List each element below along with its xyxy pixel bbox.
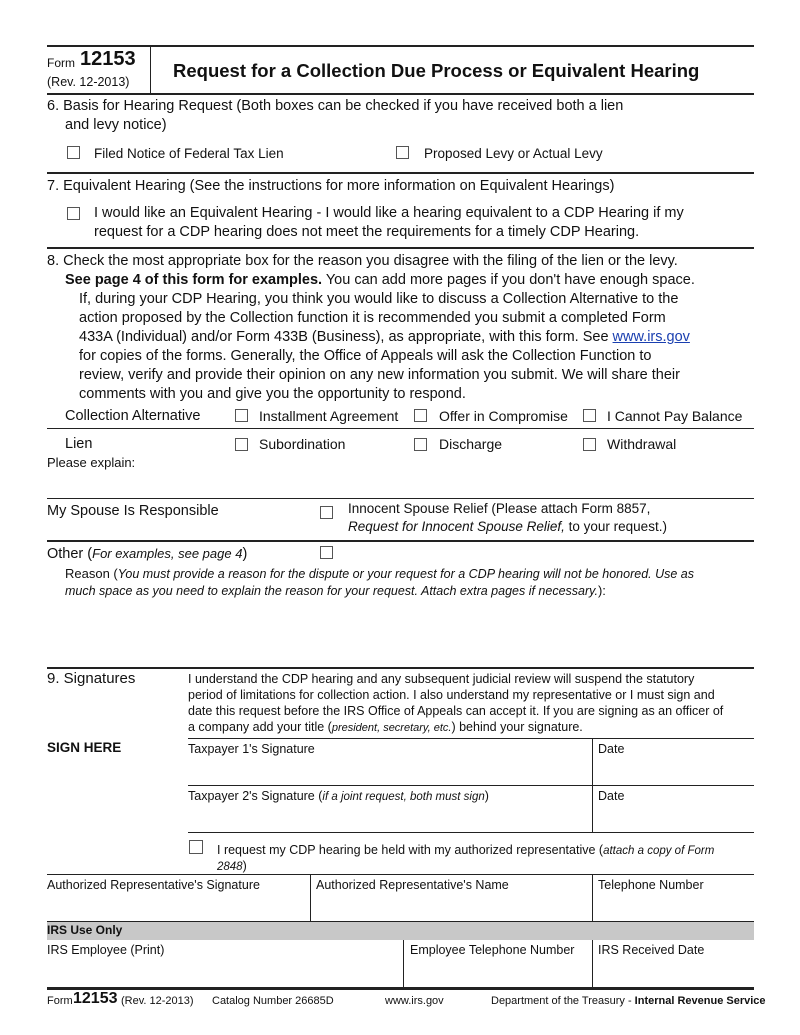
spouse-rule (47, 540, 754, 542)
footer-revision: (Rev. 12-2013) (121, 995, 194, 1007)
spouse-label: My Spouse Is Responsible (47, 503, 219, 519)
innocent-spouse-label-2: Request for Innocent Spouse Relief, to your request.) (348, 519, 667, 534)
rep-signature-field[interactable] (47, 894, 309, 920)
subordination-label: Subordination (259, 436, 346, 452)
telephone-label: Telephone Number (598, 878, 704, 892)
rep-name-field[interactable] (311, 894, 592, 920)
section8-line4: action proposed by the Collection function it is recommended you submit a completed Form (79, 310, 666, 326)
section6-heading: 6. Basis for Hearing Request (Both boxes can be checked if you have received both a lien (47, 98, 624, 114)
section6-rule (47, 172, 754, 174)
withdrawal-label: Withdrawal (607, 436, 677, 452)
innocent-spouse-label-1: Innocent Spouse Relief (Please attach Form 8857, (348, 501, 651, 516)
received-date-label: IRS Received Date (598, 943, 705, 957)
footer-catalog: Catalog Number 26685D (212, 995, 334, 1007)
irs-divider-2 (592, 940, 593, 987)
section8-line8: comments with you and give you the opportunity to respond. (79, 386, 466, 402)
employee-phone-label: Employee Telephone Number (410, 943, 575, 957)
authorized-rep-request-label: I request my CDP hearing be held with my authorized representative (attach a copy of Form (217, 843, 715, 857)
collection-alternative-rule (47, 428, 754, 429)
irs-use-heading: IRS Use Only (47, 923, 123, 937)
irs-link[interactable]: www.irs.gov (612, 329, 690, 345)
collection-alternative-label: Collection Alternative (65, 408, 201, 424)
footer-rule (47, 987, 754, 990)
other-label: Other (For examples, see page 4) (47, 546, 248, 562)
header-divider (150, 47, 151, 93)
installment-agreement-checkbox[interactable] (235, 409, 248, 422)
rep-divider-2 (592, 874, 593, 921)
authorized-rep-checkbox[interactable] (189, 840, 203, 854)
levy-notice-label: Proposed Levy or Actual Levy (424, 146, 603, 161)
top-rule (47, 45, 754, 47)
sign-here-label: SIGN HERE (47, 740, 122, 755)
section9-rule (47, 667, 754, 669)
section8-line5: 433A (Individual) and/or Form 433B (Business), as appropriate, with this form. See www.irs.gov (79, 329, 690, 345)
telephone-field[interactable] (594, 894, 754, 920)
taxpayer2-signature-label: Taxpayer 2's Signature (if a joint request, both must sign) (188, 789, 489, 803)
taxpayer1-date-label: Date (598, 742, 625, 756)
reason-instructions-2: much space as you need to explain the reason for your request. Attach extra pages if necessary.): (65, 583, 606, 598)
lien-notice-checkbox[interactable] (67, 146, 80, 159)
taxpayer1-signature-field[interactable] (188, 758, 592, 784)
statement-line4: a company add your title (president, secretary, etc.) behind your signature. (188, 720, 583, 734)
section8-line6: for copies of the forms. Generally, the Office of Appeals will ask the Collection Function to (79, 348, 652, 364)
irs-use-band (47, 921, 754, 940)
section8-line3: If, during your CDP Hearing, you think you would like to discuss a Collection Alternative to the (79, 291, 679, 307)
taxpayer1-signature-label: Taxpayer 1's Signature (188, 742, 315, 756)
lien-explanation-field[interactable] (47, 473, 754, 497)
lien-notice-label: Filed Notice of Federal Tax Lien (94, 146, 284, 161)
withdrawal-checkbox[interactable] (583, 438, 596, 451)
taxpayer2-signature-field[interactable] (188, 805, 592, 831)
form-label: Form (47, 56, 75, 70)
authorized-rep-request-label-cont: 2848) (217, 859, 247, 873)
section8-heading: 8. Check the most appropriate box for the reason you disagree with the filing of the lien or the levy. (47, 253, 678, 269)
taxpayer2-rule (188, 832, 754, 833)
header-bottom-rule (47, 93, 754, 95)
section7-heading: 7. Equivalent Hearing (See the instructions for more information on Equivalent Hearings) (47, 178, 615, 194)
section6-heading-cont: and levy notice) (65, 117, 167, 133)
lien-rule (47, 498, 754, 499)
taxpayer1-date-field[interactable] (594, 758, 754, 784)
statement-line1: I understand the CDP hearing and any subsequent judicial review will suspend the statutory (188, 672, 695, 686)
please-explain-label: Please explain: (47, 455, 136, 470)
other-checkbox[interactable] (320, 546, 333, 559)
statement-line2: period of limitations for collection action. I also understand my representative or I must sign and (188, 688, 715, 702)
levy-notice-checkbox[interactable] (396, 146, 409, 159)
offer-in-compromise-label: Offer in Compromise (439, 408, 568, 424)
form-id-block (47, 48, 150, 92)
section8-line7: review, verify and provide their opinion on any new information you submit. We will share their (79, 367, 680, 383)
form-number: 12153 (80, 48, 136, 70)
footer-department: Department of the Treasury - Internal Revenue Service (491, 995, 766, 1007)
installment-agreement-label: Installment Agreement (259, 408, 399, 424)
discharge-checkbox[interactable] (414, 438, 427, 451)
footer (47, 990, 766, 1009)
taxpayer2-date-field[interactable] (594, 805, 754, 831)
signature-top-rule (188, 738, 754, 739)
taxpayer1-rule (188, 785, 754, 786)
equivalent-hearing-label-1: I would like an Equivalent Hearing - I would like a hearing equivalent to a CDP Hearing if my (94, 205, 684, 221)
examples-note: See page 4 of this form for examples. (65, 272, 323, 288)
reason-field[interactable] (47, 602, 754, 666)
reason-instructions-1: Reason (You must provide a reason for the dispute or your request for a CDP hearing will not be honored. Use as (65, 566, 694, 581)
rep-top-rule (47, 874, 754, 875)
taxpayer2-date-label: Date (598, 789, 625, 803)
page-title: Request for a Collection Due Process or Equivalent Hearing (173, 60, 700, 81)
footer-website: www.irs.gov (385, 995, 444, 1007)
irs-employee-label: IRS Employee (Print) (47, 943, 165, 957)
discharge-label: Discharge (439, 436, 503, 452)
form-revision: (Rev. 12-2013) (47, 75, 130, 89)
equivalent-hearing-checkbox[interactable] (67, 207, 80, 220)
innocent-spouse-checkbox[interactable] (320, 506, 333, 519)
offer-in-compromise-checkbox[interactable] (414, 409, 427, 422)
lien-label: Lien (65, 436, 93, 452)
subordination-checkbox[interactable] (235, 438, 248, 451)
cannot-pay-checkbox[interactable] (583, 409, 596, 422)
footer-form-label: Form (47, 995, 73, 1007)
rep-signature-label: Authorized Representative's Signature (47, 878, 260, 892)
section9-heading: 9. Signatures (47, 670, 136, 687)
equivalent-hearing-label-2: request for a CDP hearing does not meet the requirements for a timely CDP Hearing. (94, 224, 640, 240)
section8-line2: See page 4 of this form for examples. You can add more pages if you don't have enough space. (65, 272, 695, 288)
cannot-pay-label: I Cannot Pay Balance (607, 408, 743, 424)
rep-name-label: Authorized Representative's Name (316, 878, 509, 892)
statement-line3: date this request before the IRS Office of Appeals can accept it. If you are signing as an officer of (188, 704, 724, 718)
irs-divider-1 (403, 940, 404, 987)
footer-form-number: 12153 (73, 990, 118, 1007)
section7-rule (47, 247, 754, 249)
